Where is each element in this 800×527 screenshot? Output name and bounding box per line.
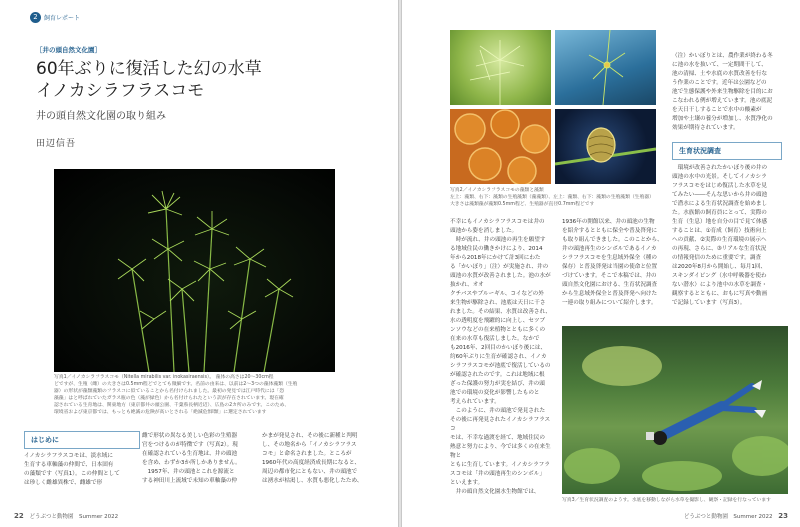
right-body-column-2: 1936年の開館以来、井の頭池の生物 を紹介するとともに保全や普及啓発に も取り組んできました。このことから、 井の頭池再生のシンボルであるイノカ シラフラスコモを生息域外保全（種の 保存）と普及啓発は当園の使命と位置 づけています。そこで本稿では、井の 頭自然文化園における、生育状況調査 から生息域外保全と普及啓発へ向けた 一連の取り組みについて紹介します。 [562,219,663,306]
section-heading-survey-text: 生育状況調査 [679,147,721,155]
section-heading-intro [24,431,140,449]
article-title-line2: イノカシラフラスコモ [36,81,205,101]
article-subtitle: 井の頭自然文化園の取り組み [36,111,166,122]
author-name: 田辺信吾 [36,139,77,149]
photo-orange-oogonia [450,109,551,184]
section-heading-survey [672,142,782,160]
photo-dark-oospore [555,109,656,184]
photo-blue-strands [555,30,656,105]
body-column-2: 雌で形状の異なる美しい色彩の生殖器 官をつけるのが特徴です（写真2）。現 在確認されている生育地は、井の頭池 を含め、わずか3か所しかありません。 1957年、井の頭池とこれを源流と する神田川上流域で未知の車軸藻の仲 [142,433,241,484]
body-column-3: かまが発見され、その後に新種と判明 し、その地名から「イノカシラフラス コモ」と命名されました。ところが 1960年代の高度経済成長期になると、 周辺の都市化にともない、井の頭池で は湧水が枯渇し、水質も悪化したため、 [262,433,363,484]
photo2-caption: 写真2／イノカシラフラスコモの藻類と藻類 左上：藻類、右下：藻類の生殖藻類（藻藻類）、左上：藻類、右下：藻類の生殖藻類（生殖器） 大きさは藻類藻が藻類0.5mm程ど、生殖器が直径0.7mm程どです [450,188,654,207]
photo-underwater-survey [562,326,788,494]
section-number-badge [30,12,41,23]
right-side-note: （注）かいぼりとは、農作業が終わる冬 に池の水を抜いて、一定期間干して、 池の清掃、土や水底の水質改善を行な う作業のことです。近年は公園などの 池で生態保護や外来生物駆除を目的にお こなわれる例が増えています。池の底泥 を天日干しすることで水中の酸素が 増加や土壌の養分が増加し、水質浄化の 効果が期待されています。 [672,53,773,131]
right-footer [684,512,788,520]
photo-green-whorls [450,30,551,105]
section-number: 2 [33,13,38,21]
right-column-survey: 環境が改善されたかいぼり後の井の 頭池の水中の光景。そしてイノカシラ フラスコモをはじめ復活した水草を見 てみたい――そんな思いから井の頭池 で潜水による生育状況調査を始めまし た。水族館の飼育員にとって、実際の 生育（生息）地を自分の目で見て体感 することは、①育成（飼育）技術向上 への貢献、②実際の生育環境の展示へ の再現、さらに、③リアルな生育状況 の情報発信のために重要です。調査 は2020年8月から開始し、毎月1回、 スキンダイビング（水中呼吸器を使わ ない潜水）により池中の水草を調査・ 観察するとともに、おもに写真や動画 で記録しています（写真3）。 [672,165,768,306]
right-page-number: 23 [778,512,788,520]
section-heading-intro-text: はじめに [31,436,59,444]
diver-figure [646,380,766,445]
right-publication: どうぶつと動物園 Summer 2022 [683,514,773,520]
photo-nitella-plant [54,169,335,372]
photo1-caption: 写真1／イノカシラフラスコモ（Nitella mirabilis var. inokasiraensis）。 藻体の高さは20～30cm程 どですが、生殖（雌）の大きさは0.5mm程どでとても微細です。名前の由来は、以前は2～3つの藻体藻類（生殖 器）の形状が藻類藻類のフラスコに似ていることから名付けられました。最初の発見では江戸時代には「恐 藻藻」はと呼ばれていたガラス瓶の色（藻が緑色）から名付けられたという訳が存在されています。現在確 認されている生育地は、関東地方（東京都井の頭公園、千葉県長柄近辺）、広島の2カ所のみです。このため、 環境省および東京都では、もっとも絶滅の危険が高いとされる「絶滅危惧Ⅰ類」に選定されています [54,375,298,415]
photo-grid [450,30,656,184]
section-label: 飼育レポート [44,15,81,22]
left-footer [14,512,118,520]
right-body-column-1: 不幸にもイノカシラフラスコモは井の 頭池から姿を消しました。 時が流れ、井の頭池の再生を願望す る地域住民の働きかけにより、2014 年から2018年にかけて計3回にわた る「かいぼり」（注）が実施され、井の 頭池の水質が改善されました。池の水が抜かれ、オオ クチバスやブルーギル、コイなどの外 来生物が駆除され、池底は天日に干さ れました。その結果、水質は改善され、 水の透明度を飛躍的に向上し、セツブ ンソウなどの在来植物とともに多くの 在来の水草も復活しました。なかで も2016年、2回目のかいぼり後には、 約60年ぶりに生育が確認され、イノカ シラフラスコモが池底で復活しているの が確認されたのです。これは地域に根 ざった保護の努力が実を結び、井の頭 池での環境の変化が影響したものと 考えられています。 このように、井の頭池で発見された その後に再発見されたイノカシラフラスコ モは、不幸な過渡を経て、地域住民の 熱意と努力により、今では多くの在来生物と ともに生育しています。イノカシラフラ スコモは「井の頭池再生のシンボル」 といえます。 井の頭自然文化園水生物館では、 [450,219,552,495]
body-column-1: イノカシラフラスコモは、淡水域に 生育する車軸藻の仲間で、日本固有 の藻類です（写真1）。この仲間として は珍しく雌雄異株で、雌雄で形 [24,453,120,486]
right-page [402,0,800,527]
article-tag: ［井の頭自然文化園］ [36,46,101,54]
left-publication: どうぶつと動物園 Summer 2022 [29,514,119,520]
left-page-number: 22 [14,512,24,520]
left-page [0,0,398,527]
plant-illustration [54,169,335,372]
article-title-line1: 60年ぶりに復活した幻の水草 [36,59,262,79]
photo3-caption: 写真3／生育状況調査のようす。水底を移動しながら水草を撮影し、観察・記録を行なっています [562,498,771,503]
